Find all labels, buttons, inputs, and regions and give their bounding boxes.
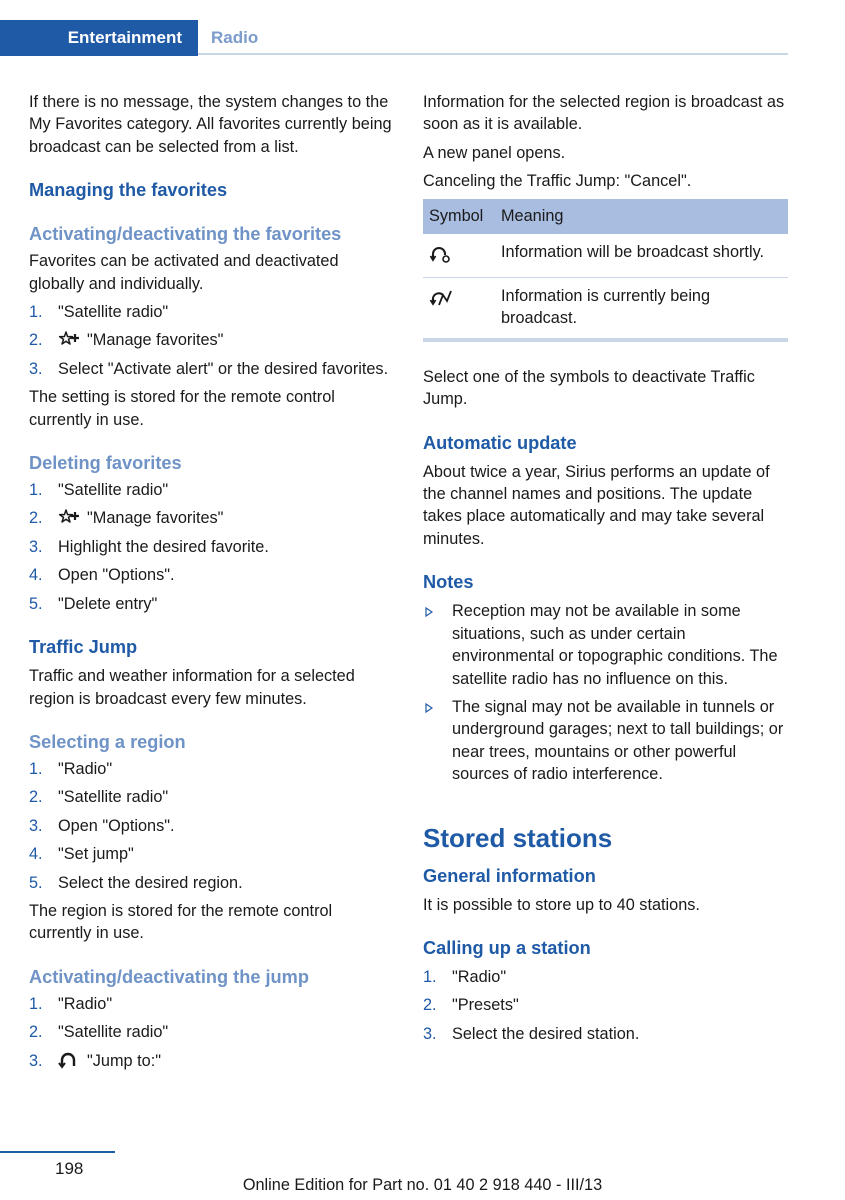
new-panel-paragraph: A new panel opens. xyxy=(423,143,566,162)
list-item: Reception may not be available in some situations, such as under certain environmental or topographic conditions. The satellite radio has no influence on this. xyxy=(423,600,788,690)
star-plus-icon xyxy=(58,508,80,526)
list-item: 1. "Satellite radio" xyxy=(29,481,169,500)
table-cell-meaning: Information will be broadcast shortly. xyxy=(495,234,788,278)
deleting-favorites-heading: Deleting favorites xyxy=(29,453,182,474)
list-item: 2. "Satellite radio" xyxy=(29,1023,169,1042)
list-item: 5. "Delete entry" xyxy=(29,594,158,613)
activating-jump-heading: Activating/deactivating the jump xyxy=(29,966,309,987)
stored-stations-heading: Stored stations xyxy=(423,822,613,853)
edition-footer: Online Edition for Part no. 01 40 2 918 440 - III/13 xyxy=(242,1176,603,1194)
activating-favorites-steps xyxy=(29,301,394,380)
list-item: 2. "Manage favorites" xyxy=(29,331,224,350)
right-column xyxy=(423,91,788,1051)
symbol-table xyxy=(423,199,788,342)
header-section-title: Entertainment xyxy=(67,28,182,47)
managing-favorites-heading: Managing the favorites xyxy=(29,180,228,201)
calling-station-steps xyxy=(423,966,788,1045)
selecting-region-steps xyxy=(29,758,394,894)
list-item: 1. "Radio" xyxy=(29,994,113,1013)
automatic-update-heading: Automatic update xyxy=(423,432,577,453)
selecting-region-heading: Selecting a region xyxy=(29,731,186,752)
automatic-update-text: About twice a year, Sirius performs an update of the channel names and positions. The update takes place automatically and may take several minutes. xyxy=(423,462,770,548)
notes-heading: Notes xyxy=(423,572,474,593)
bullet-triangle-icon xyxy=(425,607,433,617)
list-item: 1. "Radio" xyxy=(423,967,507,986)
list-item: 3. Select the desired station. xyxy=(423,1024,640,1043)
table-header-row xyxy=(423,199,788,234)
left-column xyxy=(29,91,394,1078)
table-cell-meaning: Information is currently being broadcast. xyxy=(495,278,788,340)
activating-favorites-text: Favorites can be activated and deactivated globally and individually. xyxy=(29,252,339,293)
general-information-heading: General information xyxy=(423,865,596,886)
jump-icon xyxy=(58,1051,80,1069)
intro-paragraph: If there is no message, the system changes to the My Favorites category. All favorites currently being broadcast can be selected from a list. xyxy=(29,93,392,156)
general-information-text: It is possible to store up to 40 stations. xyxy=(423,895,700,914)
list-item: 2. "Presets" xyxy=(423,996,519,1015)
region-info-paragraph: Information for the selected region is broadcast as soon as it is available. xyxy=(423,93,785,134)
header-rule xyxy=(198,53,788,55)
calling-station-heading: Calling up a station xyxy=(423,937,591,958)
bullet-triangle-icon xyxy=(425,703,433,713)
page-number: 198 xyxy=(55,1159,84,1178)
list-item: 2. "Manage favorites" xyxy=(29,509,224,528)
traffic-jump-text: Traffic and weather information for a selected region is broadcast every few minutes. xyxy=(29,667,355,708)
star-plus-icon xyxy=(58,330,80,348)
table-header-symbol: Symbol xyxy=(423,199,495,234)
activating-favorites-heading: Activating/deactivating the favorites xyxy=(29,224,342,245)
traffic-jump-heading: Traffic Jump xyxy=(29,637,138,658)
list-item: 2. "Satellite radio" xyxy=(29,788,169,807)
table-header-meaning: Meaning xyxy=(495,199,788,234)
selecting-region-note: The region is stored for the remote control currently in use. xyxy=(29,901,333,943)
list-item: 1. "Radio" xyxy=(29,759,113,778)
list-item: 4. "Set jump" xyxy=(29,845,134,864)
cancel-jump-paragraph: Canceling the Traffic Jump: "Cancel". xyxy=(423,172,692,191)
page-number-rule xyxy=(0,1151,115,1153)
table-row xyxy=(423,278,788,340)
list-item: 3. Highlight the desired favorite. xyxy=(29,537,269,556)
list-item: The signal may not be available in tunnels or underground garages; next to tall buildings; or near trees, mountains or other powerful sources of radio interference. xyxy=(423,696,788,786)
deactivate-paragraph: Select one of the symbols to deactivate Traffic Jump. xyxy=(423,367,755,409)
activating-jump-steps xyxy=(29,993,394,1072)
list-item: 1. "Satellite radio" xyxy=(29,303,169,322)
list-item: 3. Select "Activate alert" or the desired favorites. xyxy=(29,359,389,378)
list-item: 5. Select the desired region. xyxy=(29,873,243,892)
broadcasting-now-icon xyxy=(429,289,453,307)
broadcast-shortly-icon xyxy=(429,245,453,263)
list-item: 3. "Jump to:" xyxy=(29,1051,161,1070)
deleting-favorites-steps xyxy=(29,479,394,615)
list-item: 4. Open "Options". xyxy=(29,566,175,585)
header-subsection-title: Radio xyxy=(211,28,259,47)
table-row xyxy=(423,234,788,278)
list-item: 3. Open "Options". xyxy=(29,816,175,835)
notes-list xyxy=(423,600,788,785)
activating-favorites-note: The setting is stored for the remote control currently in use. xyxy=(29,388,335,429)
